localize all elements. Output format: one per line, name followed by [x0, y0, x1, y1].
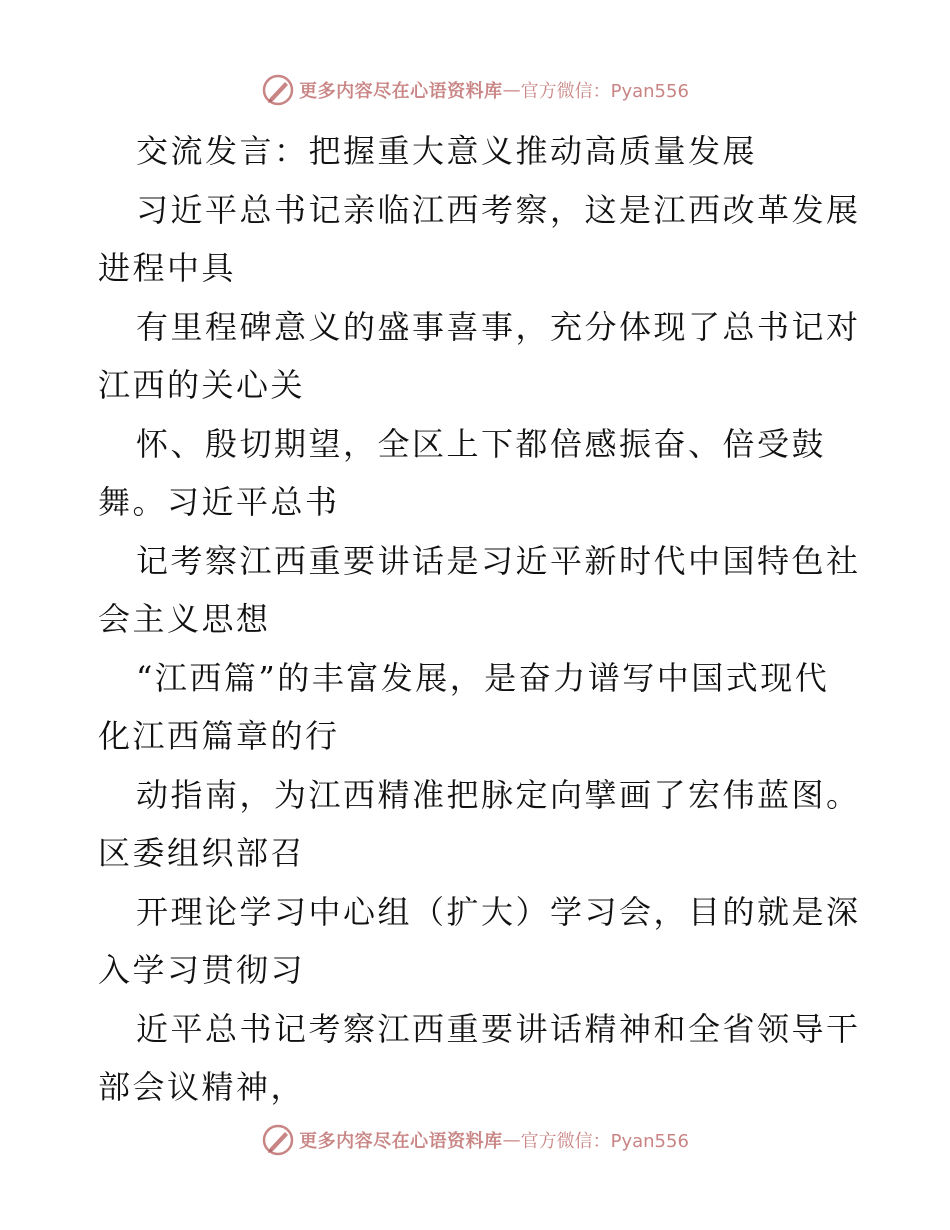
banner-left-text: 更多内容尽在心语资料库 — [299, 1131, 503, 1152]
text-line: 动指南，为江西精准把脉定向擘画了宏伟蓝图。 — [136, 775, 861, 814]
text-line: 近平总书记考察江西重要讲话精神和全省领导干 — [136, 1009, 861, 1048]
text-line: 化江西篇章的行 — [98, 717, 340, 755]
text-line: 有里程碑意义的盛事喜事，充分体现了总书记对 — [136, 307, 861, 346]
banner-dash: — — [502, 79, 521, 101]
header-banner — [0, 70, 950, 110]
text-line: 入学习贯彻习 — [98, 951, 306, 989]
text-line: 会主义思想 — [98, 600, 271, 638]
banner-right-text: 官方微信：Pyan556 — [520, 81, 689, 102]
text-line: 记考察江西重要讲话是习近平新时代中国特色社 — [136, 541, 861, 580]
footer-banner — [0, 1120, 950, 1160]
document-body — [98, 122, 861, 1117]
text-line: 怀、殷切期望，全区上下都倍感振奋、倍受鼓 — [136, 424, 827, 463]
text-line: 开理论学习中心组（扩大）学习会，目的就是深 — [136, 892, 861, 931]
text-line: 部会议精神， — [98, 1068, 306, 1106]
pen-logo-icon — [261, 1123, 295, 1157]
text-line: 交流发言：把握重大意义推动高质量发展 — [136, 132, 758, 170]
text-line: 江西的关心关 — [98, 366, 306, 404]
banner-dash: — — [502, 1129, 521, 1151]
text-line: 区委组织部召 — [98, 834, 306, 872]
banner-right-text: 官方微信：Pyan556 — [520, 1131, 689, 1152]
banner-left-text: 更多内容尽在心语资料库 — [299, 81, 503, 102]
text-line: 舞。习近平总书 — [98, 483, 340, 521]
pen-logo-icon — [261, 73, 295, 107]
text-line: “江西篇”的丰富发展，是奋力谱写中国式现代 — [136, 658, 830, 697]
text-line: 习近平总书记亲临江西考察，这是江西改革发展 — [136, 190, 861, 229]
text-line: 进程中具 — [98, 249, 237, 287]
